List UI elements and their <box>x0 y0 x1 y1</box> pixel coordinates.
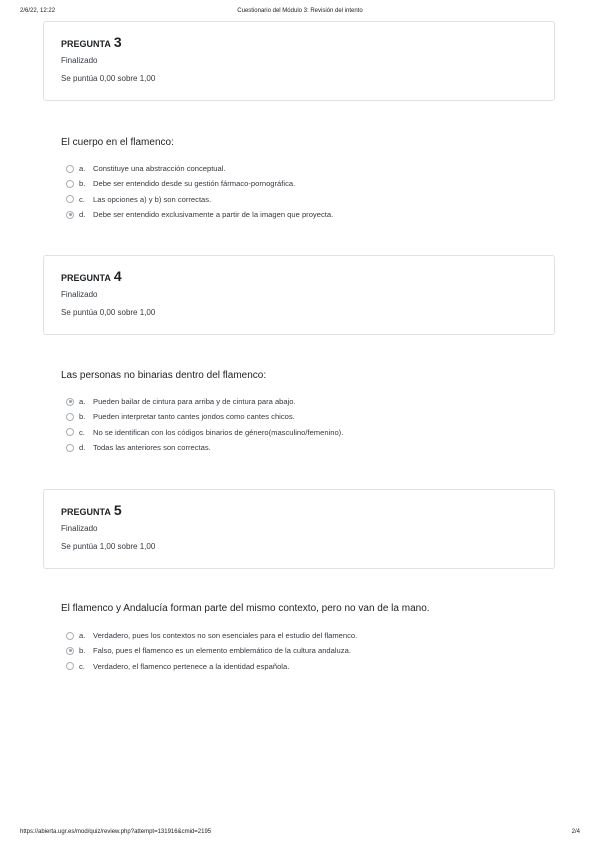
question-label: PREGUNTA <box>61 39 111 49</box>
question-number: 3 <box>113 34 122 50</box>
question-state: Finalizado <box>61 290 98 299</box>
print-page-number: 2/4 <box>571 829 580 835</box>
question-grade: Se puntúa 1,00 sobre 1,00 <box>61 542 156 551</box>
question-grade: Se puntúa 0,00 sobre 1,00 <box>61 74 156 83</box>
radio-button[interactable] <box>66 428 74 436</box>
question-state: Finalizado <box>61 56 98 65</box>
radio-button[interactable] <box>66 413 74 421</box>
answer-text: Verdadero, el flamenco pertenece a la identidad española. <box>93 661 290 671</box>
question-grade: Se puntúa 0,00 sobre 1,00 <box>61 308 156 317</box>
radio-button[interactable] <box>66 195 74 203</box>
answer-text: Debe ser entendido desde su gestión fármaco-pornográfica. <box>93 179 296 189</box>
question-title <box>61 268 122 284</box>
radio-button[interactable] <box>66 662 74 670</box>
question-label: PREGUNTA <box>61 507 111 517</box>
answer-option[interactable]: b. Falso, pues el flamenco es un elemento emblemático de la cultura andaluza. <box>66 643 357 658</box>
radio-button[interactable] <box>66 398 74 406</box>
answer-list-5 <box>66 628 357 674</box>
answer-option[interactable]: d. Todas las anteriores son correctas. <box>66 440 343 455</box>
answer-text: Debe ser entendido exclusivamente a partir de la imagen que proyecta. <box>93 210 334 220</box>
answer-option[interactable]: c. No se identifican con los códigos binarios de género(masculino/femenino). <box>66 425 343 440</box>
answer-text: Constituye una abstracción conceptual. <box>93 164 226 174</box>
answer-list-3 <box>66 161 333 222</box>
answer-text: Todas las anteriores son correctas. <box>93 443 211 453</box>
answer-text: No se identifican con los códigos binarios de género(masculino/femenino). <box>93 427 344 437</box>
question-title <box>61 34 122 50</box>
question-text-4: Las personas no binarias dentro del flamenco: <box>61 370 267 381</box>
answer-text: Falso, pues el flamenco es un elemento emblemático de la cultura andaluza. <box>93 646 351 656</box>
question-title <box>61 502 122 518</box>
question-info-4 <box>43 255 555 335</box>
answer-option[interactable]: b. Pueden interpretar tanto cantes jondos como cantes chicos. <box>66 409 343 424</box>
question-number: 5 <box>113 502 122 518</box>
question-text-3: El cuerpo en el flamenco: <box>61 137 174 148</box>
question-number: 4 <box>113 268 122 284</box>
radio-button[interactable] <box>66 444 74 452</box>
radio-button[interactable] <box>66 647 74 655</box>
radio-button[interactable] <box>66 211 74 219</box>
answer-option[interactable]: d. Debe ser entendido exclusivamente a partir de la imagen que proyecta. <box>66 207 333 222</box>
answer-option[interactable]: a. Verdadero, pues los contextos no son esenciales para el estudio del flamenco. <box>66 628 357 643</box>
answer-option[interactable]: c. Verdadero, el flamenco pertenece a la identidad española. <box>66 659 357 674</box>
answer-text: Las opciones a) y b) son correctas. <box>93 194 212 204</box>
answer-list-4 <box>66 394 343 455</box>
print-url: https://abierta.ugr.es/mod/quiz/review.php?attempt=131916&cmid=2195 <box>20 829 212 835</box>
answer-text: Pueden bailar de cintura para arriba y de cintura para abajo. <box>93 397 296 407</box>
radio-button[interactable] <box>66 180 74 188</box>
question-state: Finalizado <box>61 524 98 533</box>
print-title: Cuestionario del Módulo 3: Revisión del intento <box>237 8 363 14</box>
question-info-5 <box>43 489 555 569</box>
radio-button[interactable] <box>66 165 74 173</box>
question-label: PREGUNTA <box>61 273 111 283</box>
answer-option[interactable]: b. Debe ser entendido desde su gestión fármaco-pornográfica. <box>66 176 333 191</box>
print-date: 2/6/22, 12:22 <box>20 8 56 14</box>
radio-button[interactable] <box>66 632 74 640</box>
print-footer <box>0 829 600 841</box>
answer-option[interactable]: a. Constituye una abstracción conceptual. <box>66 161 333 176</box>
answer-text: Pueden interpretar tanto cantes jondos como cantes chicos. <box>93 412 295 422</box>
print-header <box>0 8 600 20</box>
answer-option[interactable]: a. Pueden bailar de cintura para arriba y de cintura para abajo. <box>66 394 343 409</box>
question-info-3 <box>43 21 555 101</box>
question-text-5: El flamenco y Andalucía forman parte del mismo contexto, pero no van de la mano. <box>61 603 430 614</box>
answer-text: Verdadero, pues los contextos no son esenciales para el estudio del flamenco. <box>93 631 358 641</box>
answer-option[interactable]: c. Las opciones a) y b) son correctas. <box>66 192 333 207</box>
